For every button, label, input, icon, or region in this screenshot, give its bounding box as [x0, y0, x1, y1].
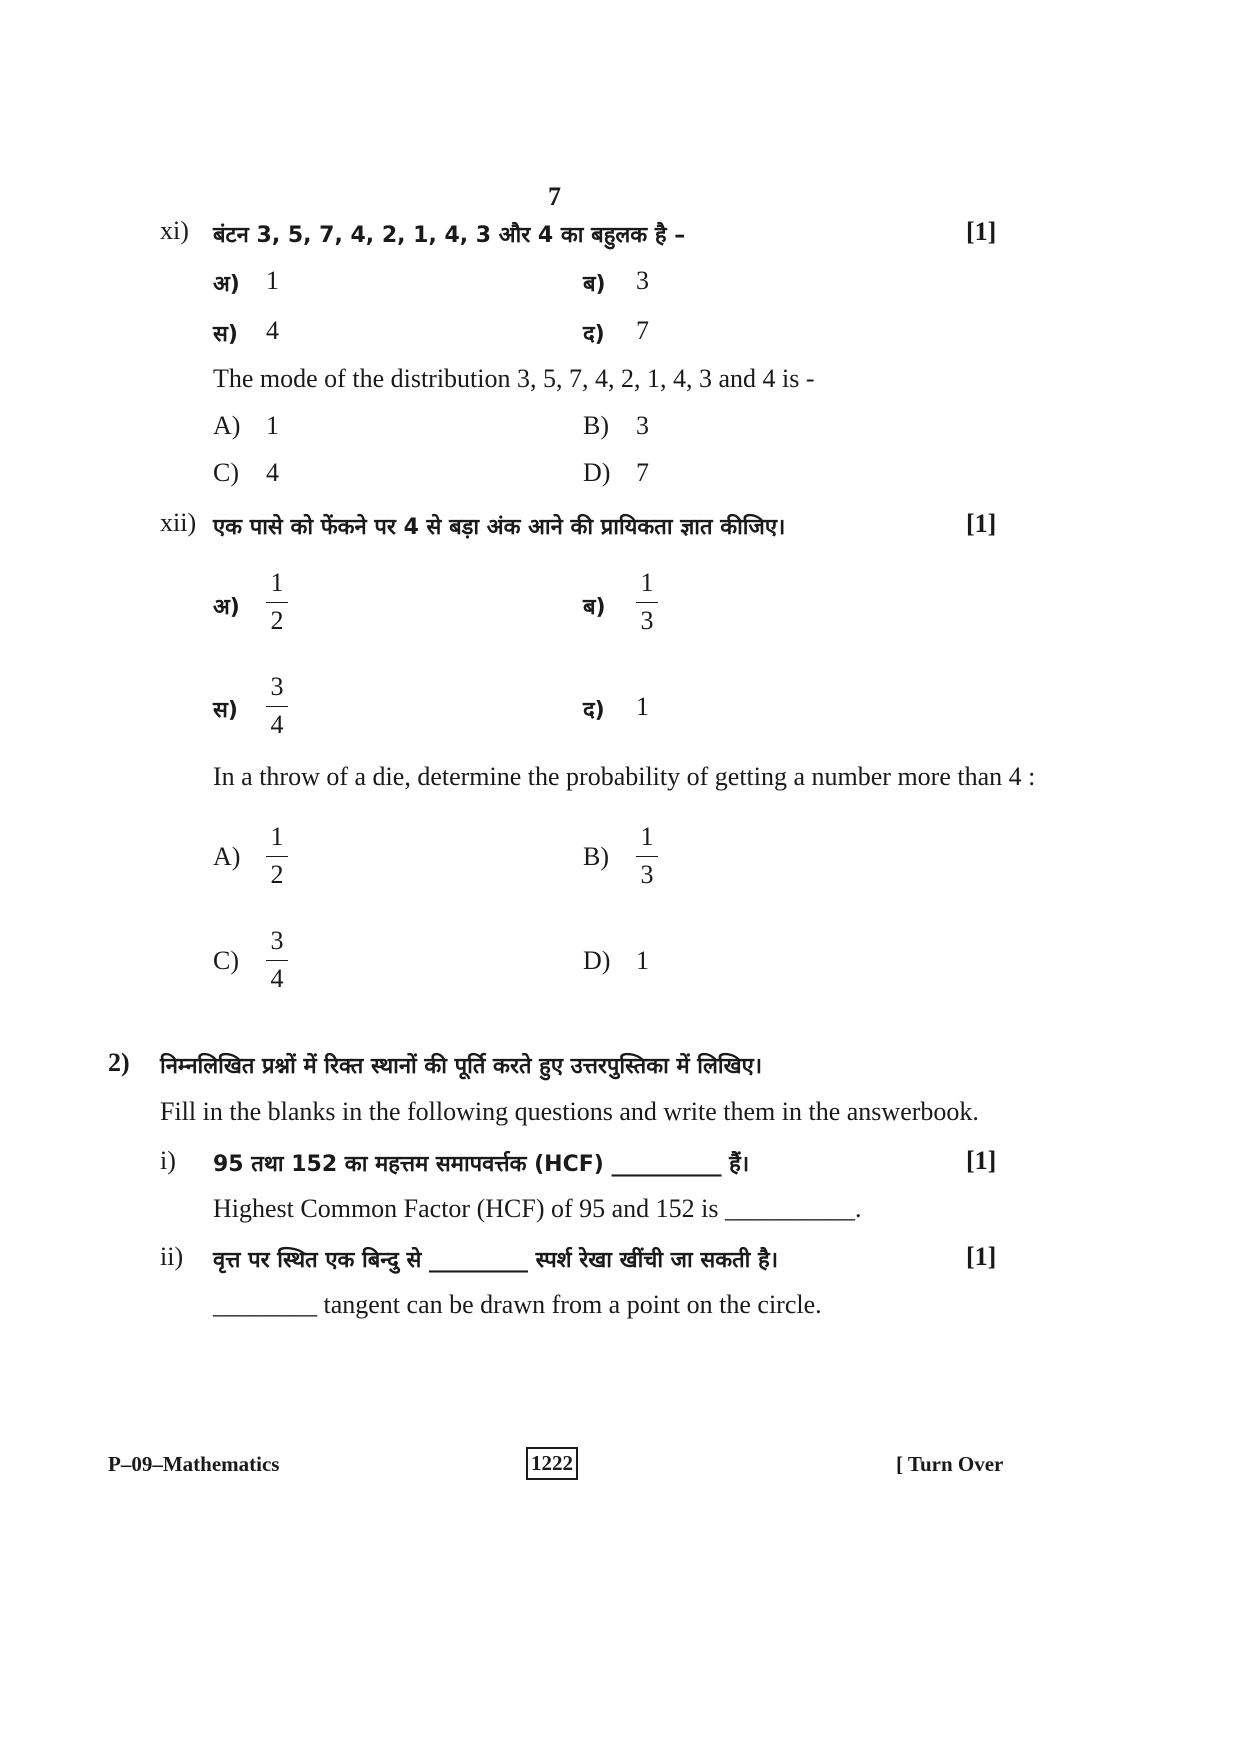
option-label: द) [583, 322, 605, 347]
fraction-bar [266, 960, 288, 961]
footer-turn-over: [ Turn Over [896, 1452, 1004, 1476]
fraction-denominator: 4 [270, 964, 284, 993]
question-xi-english-text: The mode of the distribution 3, 5, 7, 4, 2, 1, 4, 3 and 4 is - [213, 364, 815, 393]
fraction-denominator: 2 [270, 606, 284, 635]
option-value: 4 [266, 316, 279, 345]
page-number: 7 [548, 182, 561, 211]
item-i-english-text: Highest Common Factor (HCF) of 95 and 152 is __________. [213, 1194, 862, 1223]
option-label: अ) [213, 272, 240, 297]
option-value: 1 [266, 411, 279, 440]
item-ii-marks: [1] [966, 1242, 997, 1271]
option-label: अ) [213, 595, 240, 620]
option-label: ब) [583, 595, 606, 620]
fraction-denominator: 4 [270, 710, 284, 739]
option-label: द) [583, 698, 605, 723]
option-fraction [266, 928, 288, 992]
fraction-numerator: 3 [270, 926, 284, 955]
option-value: 1 [636, 692, 649, 721]
question-number-xi: xi) [160, 216, 189, 245]
option-label: स) [213, 322, 238, 347]
item-number-ii: ii) [160, 1242, 184, 1271]
fraction-numerator: 1 [270, 568, 284, 597]
option-value: 3 [636, 266, 649, 295]
question-xi-marks: [1] [966, 217, 997, 246]
option-label: A) [213, 411, 241, 440]
option-fraction [266, 674, 288, 738]
option-label: D) [583, 458, 611, 487]
fraction-numerator: 1 [640, 568, 654, 597]
option-fraction [266, 570, 288, 634]
option-label: D) [583, 946, 611, 975]
option-value: 4 [266, 458, 279, 487]
option-fraction [636, 570, 658, 634]
fraction-denominator: 3 [640, 606, 654, 635]
item-i-marks: [1] [966, 1146, 997, 1175]
question-number-xii: xii) [160, 508, 197, 537]
item-number-i: i) [160, 1146, 176, 1175]
option-value: 7 [636, 458, 649, 487]
question-xii-english-text: In a throw of a die, determine the probability of getting a number more than 4 : [213, 762, 1036, 791]
item-ii-hindi-text: वृत्त पर स्थित एक बिन्दु से _________ स्पर्श रेखा खींची जा सकती है। [213, 1248, 779, 1273]
fraction-bar [266, 856, 288, 857]
question-xi-hindi-text: बंटन 3, 5, 7, 4, 2, 1, 4, 3 और 4 का बहुलक है – [213, 223, 686, 248]
fraction-numerator: 3 [270, 672, 284, 701]
option-label: C) [213, 458, 239, 487]
fraction-numerator: 1 [270, 822, 284, 851]
option-value: 1 [636, 946, 649, 975]
option-value: 3 [636, 411, 649, 440]
item-ii-english-text: ________ tangent can be drawn from a point on the circle. [213, 1290, 822, 1319]
fraction-bar [266, 602, 288, 603]
fraction-denominator: 2 [270, 860, 284, 889]
footer-code-box: 1222 [526, 1447, 578, 1480]
fraction-bar [636, 602, 658, 603]
option-label: A) [213, 842, 241, 871]
section-2-hindi-instruction: निम्नलिखित प्रश्नों में रिक्त स्थानों की पूर्ति करते हुए उत्तरपुस्तिका में लिखिए। [160, 1054, 763, 1079]
option-value: 1 [266, 266, 279, 295]
option-label: B) [583, 411, 609, 440]
fraction-bar [266, 706, 288, 707]
option-value: 7 [636, 316, 649, 345]
fraction-denominator: 3 [640, 860, 654, 889]
option-fraction [266, 824, 288, 888]
option-fraction [636, 824, 658, 888]
question-xii-hindi-text: एक पासे को फेंकने पर 4 से बड़ा अंक आने की प्रायिकता ज्ञात कीजिए। [213, 515, 786, 540]
footer-subject-code: P–09–Mathematics [108, 1452, 280, 1476]
option-label: B) [583, 842, 609, 871]
option-label: C) [213, 946, 239, 975]
question-xii-marks: [1] [966, 509, 997, 538]
option-label: ब) [583, 272, 606, 297]
section-2-english-instruction: Fill in the blanks in the following questions and write them in the answerbook. [160, 1097, 979, 1126]
section-2-number: 2) [108, 1048, 130, 1077]
item-i-hindi-text: 95 तथा 152 का महत्तम समापवर्त्तक (HCF) __________ हैं। [213, 1152, 750, 1177]
option-label: स) [213, 698, 238, 723]
fraction-bar [636, 856, 658, 857]
fraction-numerator: 1 [640, 822, 654, 851]
